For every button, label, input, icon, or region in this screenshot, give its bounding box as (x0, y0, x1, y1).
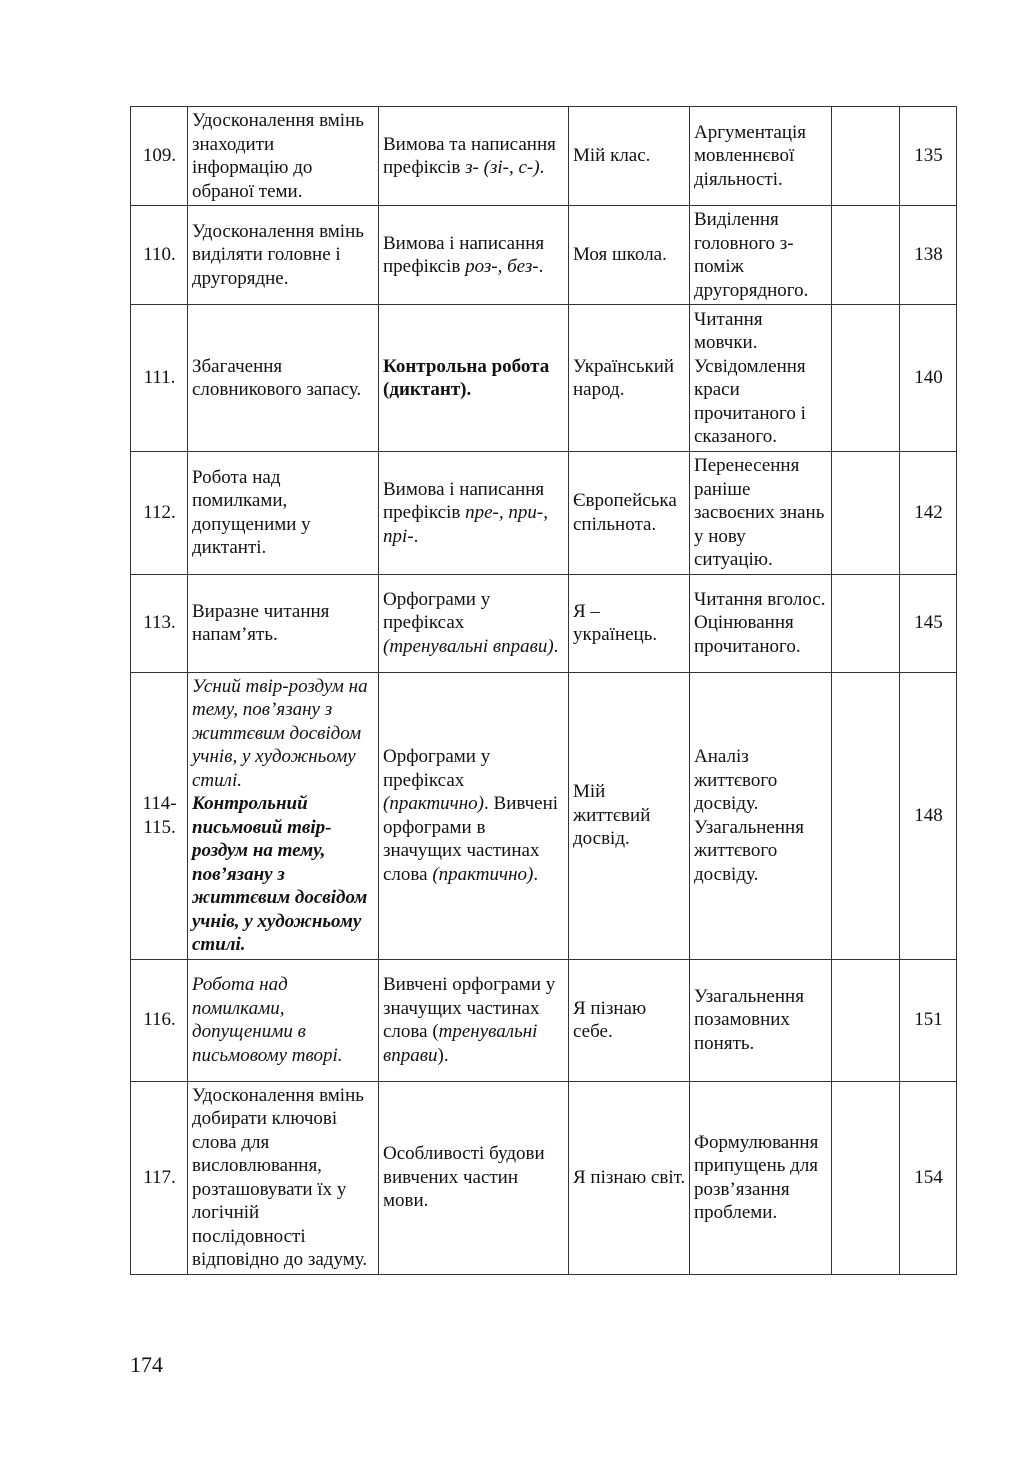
language-topic-cell (379, 452, 569, 575)
topic-fragment: Удосконалення вмінь виділяти головне і другорядне. (192, 220, 364, 289)
lang-fragment: Орфограми у префіксах (383, 746, 491, 791)
lang-fragment: Вивчені орфограми у значущих частинах слова ( (383, 974, 556, 1042)
topic-fragment: Робота над помилками, допущеними в письмовому творі. (192, 974, 343, 1066)
skill-cell: Аргументація мовленнєвої діяльності. (690, 107, 832, 206)
lang-fragment: (практично) (432, 863, 534, 885)
page-ref-cell: 140 (900, 305, 957, 452)
page-number: 174 (130, 1352, 163, 1377)
lang-fragment: (практично) (383, 793, 485, 814)
lang-fragment: Вимова та написання префіксів (383, 133, 556, 178)
lesson-number-cell: 116. (131, 959, 188, 1081)
speech-topic-cell (188, 1081, 379, 1274)
theme-cell: Моя школа. (569, 206, 690, 305)
lesson-number-cell: 114-115. (131, 672, 188, 959)
lang-fragment: Орфограми у префіксах (383, 588, 491, 634)
speech-topic-cell (188, 107, 379, 206)
topic-fragment: Усний твір-роздум на тему, пов’язану з життєвим досвідом учнів, у художньому стилі. (192, 675, 368, 791)
speech-topic-cell (188, 206, 379, 305)
lesson-number-cell: 110. (131, 206, 188, 305)
lang-fragment: тренувальні вправи (383, 1021, 538, 1066)
table-row (131, 452, 957, 575)
lang-fragment: з- (зі-, с-) (465, 157, 540, 178)
lesson-plan-table (130, 106, 957, 1275)
table-row (131, 959, 957, 1081)
lang-fragment: . (533, 863, 539, 885)
skill-cell: Виділення головного з-поміж другорядного. (690, 206, 832, 305)
skill-cell: Перенесення раніше засвоєних знань у нову ситуацію. (690, 452, 832, 575)
table-row (131, 305, 957, 452)
topic-fragment: Робота над помилками, допущеними у диктанті. (192, 466, 311, 559)
empty-cell (832, 107, 900, 206)
lang-fragment: . (539, 157, 545, 178)
empty-cell (832, 672, 900, 959)
language-topic-cell (379, 1081, 569, 1274)
lang-fragment: пре-, при-, прі- (383, 502, 548, 547)
skill-cell: Формулювання припущень для розв’язання проблеми. (690, 1081, 832, 1274)
table-row (131, 107, 957, 206)
table-row (131, 574, 957, 672)
page-ref-cell: 142 (900, 452, 957, 575)
theme-cell: Мій життєвий досвід. (569, 672, 690, 959)
language-topic-cell (379, 305, 569, 452)
empty-cell (832, 959, 900, 1081)
lang-fragment: Контрольна робота (диктант). (383, 355, 550, 400)
theme-cell: Український народ. (569, 305, 690, 452)
page-ref-cell: 135 (900, 107, 957, 206)
lang-fragment: . Вивчені орфограми в значущих частинах слова (383, 793, 559, 885)
speech-topic-cell (188, 574, 379, 672)
skill-cell: Узагальнення позамовних понять. (690, 959, 832, 1081)
language-topic-cell (379, 574, 569, 672)
theme-cell: Я пізнаю себе. (569, 959, 690, 1081)
language-topic-cell (379, 206, 569, 305)
theme-cell: Я – українець. (569, 574, 690, 672)
page-ref-cell: 138 (900, 206, 957, 305)
empty-cell (832, 574, 900, 672)
lang-fragment: (тренувальні вправи) (383, 635, 554, 657)
language-topic-cell (379, 672, 569, 959)
skill-cell: Аналіз життєвого досвіду. Узагальнення життєвого досвіду. (690, 672, 832, 959)
topic-fragment: Збагачення словникового запасу. (192, 355, 362, 400)
lang-fragment: роз-, без- (465, 256, 539, 277)
theme-cell: Європейська спільнота. (569, 452, 690, 575)
speech-topic-cell (188, 452, 379, 575)
table-row (131, 1081, 957, 1274)
language-topic-cell (379, 107, 569, 206)
page-ref-cell: 151 (900, 959, 957, 1081)
skill-cell: Читання вголос. Оцінювання прочитаного. (690, 574, 832, 672)
empty-cell (832, 206, 900, 305)
lesson-plan-body (131, 107, 957, 1275)
page-ref-cell: 154 (900, 1081, 957, 1274)
lang-fragment: . (553, 635, 559, 657)
skill-cell: Читання мовчки. Усвідомлення краси прочитаного і сказаного. (690, 305, 832, 452)
lesson-number-cell: 113. (131, 574, 188, 672)
topic-fragment: Виразне читання напам’ять. (192, 600, 330, 645)
page-ref-cell: 145 (900, 574, 957, 672)
lesson-number-cell: 112. (131, 452, 188, 575)
language-topic-cell (379, 959, 569, 1081)
table-row (131, 672, 957, 959)
table-row (131, 206, 957, 305)
lesson-number-cell: 109. (131, 107, 188, 206)
page-ref-cell: 148 (900, 672, 957, 959)
lesson-number-cell: 117. (131, 1081, 188, 1274)
theme-cell: Мій клас. (569, 107, 690, 206)
lesson-number-cell: 111. (131, 305, 188, 452)
empty-cell (832, 305, 900, 452)
speech-topic-cell (188, 672, 379, 959)
lang-fragment: Вимова і написання префіксів (383, 232, 545, 277)
empty-cell (832, 452, 900, 575)
empty-cell (832, 1081, 900, 1274)
topic-fragment: Удосконалення вмінь добирати ключові слова для висловлювання, розташовувати їх у логічній послідовності відповідно до задуму. (192, 1084, 368, 1270)
topic-fragment: Удосконалення вмінь знаходити інформацію до обраної теми. (192, 110, 364, 202)
topic-fragment: Контрольний письмовий твір-роздум на тему, пов’язану з життєвим досвідом учнів, у художньому стилі. (192, 793, 368, 955)
speech-topic-cell (188, 305, 379, 452)
theme-cell: Я пізнаю світ. (569, 1081, 690, 1274)
lang-fragment: Вимова і написання префіксів (383, 478, 545, 523)
speech-topic-cell (188, 959, 379, 1081)
lang-fragment: Особливості будови вивчених частин мови. (383, 1143, 545, 1212)
lang-fragment: . (413, 525, 419, 547)
lang-fragment: . (538, 256, 544, 277)
lang-fragment: ). (437, 1044, 449, 1066)
